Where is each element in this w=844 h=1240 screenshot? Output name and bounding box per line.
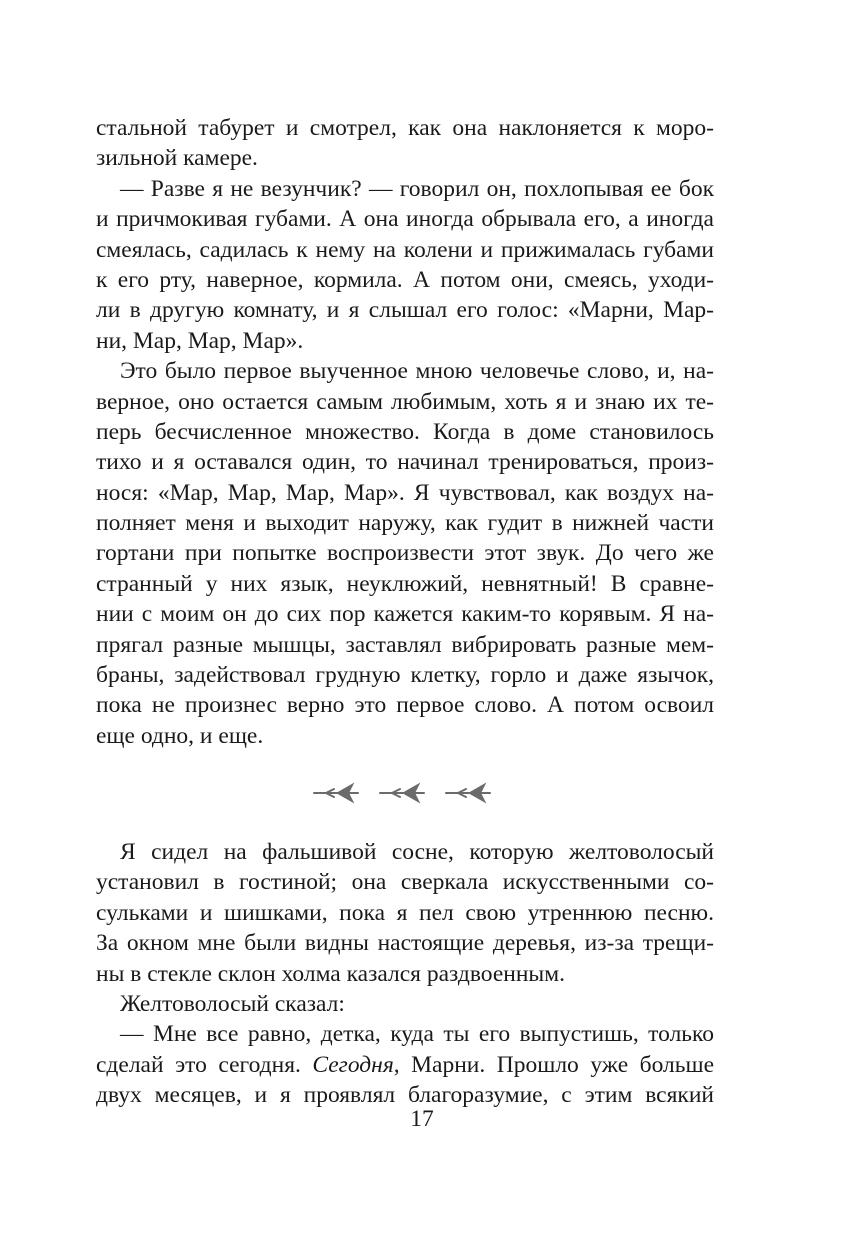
text-segment: сделай это сегодня. [96,1051,313,1078]
page-number: 17 [410,1106,434,1132]
section-divider-ornament [96,781,714,811]
text-line: странный у них язык, неуклюжий, невнятный! В сравне- [96,570,714,597]
text-line: гортани при попытке воспроизвести этот звук. До чего же [96,540,714,567]
text-line: Желтоволосый сказал: [120,990,345,1017]
text-line: — Мне все равно, детка, куда ты его выпустишь, только [120,1021,714,1048]
bird-mark-3 [446,785,490,801]
text-line: Это было первое выученное мною человечье слово, и, на- [120,358,714,385]
emphasized-word: Сегодня [312,1051,394,1078]
text-block-first [96,113,714,751]
text-line: пока не произнес верно это первое слово. А потом освоил [96,692,714,719]
text-line: верное, оно остается самым любимым, хоть я и знаю их те- [96,388,714,415]
text-line: к его рту, наверное, кормила. А потом они, смеясь, уходи- [96,266,714,293]
text-line: полняет меня и выходит наружу, как гудит в нижней части [96,510,714,537]
text-line: еще одно, и еще. [96,722,264,749]
text-line: нии с моим он до сих пор кажется каким-то корявым. Я на- [96,601,714,628]
text-line: установил в гостиной; она сверкала искусственными со- [96,869,714,896]
text-line: ли в другую комнату, и я слышал его голос: «Марни, Мар- [96,297,714,324]
text-line: браны, задействовал грудную клетку, горло и даже язычок, [96,662,714,689]
text-segment: , Марни. Прошло уже больше [393,1051,715,1078]
bird-mark-1 [314,785,358,801]
text-line: и причмокивая губами. А она иногда обрывала его, а иногда [96,206,714,233]
text-line: двух месяцев, и я проявлял благоразумие, с этим всякий [96,1082,714,1109]
text-line: ни, Мар, Мар, Мар». [96,327,304,354]
text-line: Я сидел на фальшивой сосне, которую желтоволосый [120,839,714,865]
text-line: смеялась, садилась к нему на колени и прижималась губами [96,236,714,263]
text-line: тихо и я оставался один, то начинал тренироваться, произ- [96,449,714,476]
text-line: зильной камере. [96,145,258,172]
text-line: стальной табурет и смотрел, как она наклоняется к моро- [96,115,714,141]
bird-mark-2 [380,785,424,801]
text-line: сульками и шишками, пока я пел свою утреннюю песню. [96,899,714,926]
text-line: ны в стекле склон холма казался раздвоенным. [96,960,565,987]
text-line: нося: «Мар, Мар, Мар, Мар». Я чувствовал, как воздух на- [96,479,714,506]
text-line-with-emphasis [96,1050,714,1080]
text-line: перь бесчисленное множество. Когда в доме становилось [96,418,714,445]
text-block-second [96,837,714,1111]
swallow-ornament-icon [312,781,498,805]
book-page [96,113,715,1109]
text-line: прягал разные мышцы, заставлял вибрировать разные мем- [96,631,714,658]
text-line: — Разве я не везунчик? — говорил он, похлопывая ее бок [120,175,714,202]
text-line: За окном мне были видны настоящие деревья, из-за трещи- [96,930,714,957]
